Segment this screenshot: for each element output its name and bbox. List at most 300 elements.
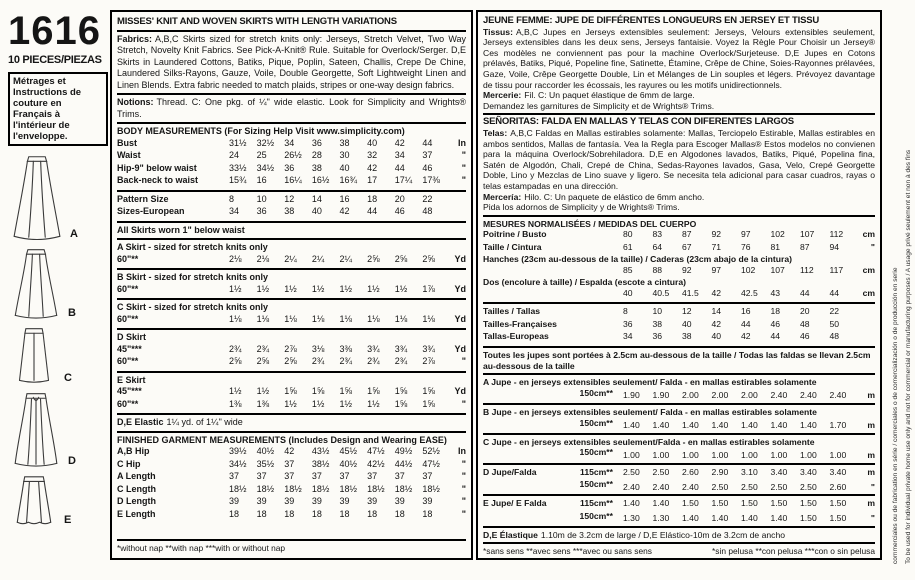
value-cell: 1.00	[770, 449, 788, 460]
value-cell: 18	[770, 306, 781, 317]
value-cell: 39	[394, 496, 405, 506]
value-cell: 49½	[394, 446, 413, 456]
value-cell: 112	[829, 229, 844, 240]
value-cell: 2.50	[711, 481, 729, 492]
value-cell: 17⅜	[422, 175, 440, 185]
french-fabrics-text: A,B,C Jupes en Jerseys extensibles seulement: Jerseys, Velours extensibles seulement, Jerseys extensibles dans les deux sens, Jerseys fantaisie. Voyez la Règle Pour Choisir un Jersey® Ces modèles ne conviennent pas pour la machine Overlock/Surjeteuse. D,E Jupes en Cotons prélavés, Batiks, Piqué, Popeline fine, Satinette, Étamine, Crêpe de Chine, Soies-Rayonnes prélavées, Gaze, Voile, Crêpe Georgette Double, Lin et Mélanges de Lin souples et légers. Prévoyez davantage de tissu pour raccorder les écossais, les rayures ou les motifs unidirectionnels.	[483, 26, 875, 90]
spanish-trims-note: Pida los adornos de Simplicity y de Wrights® Trims.	[483, 202, 680, 213]
value-cell: 36	[623, 318, 633, 329]
value-cell: 1.50	[829, 513, 847, 524]
metric-yardage-section	[483, 373, 875, 526]
value-cell: 117	[829, 264, 844, 275]
value-cell: 40½	[256, 446, 275, 456]
table-divider	[483, 302, 875, 304]
metric-elastic-label: D,E Élastique	[483, 529, 538, 540]
value-cell: 1.40	[623, 420, 640, 431]
row-unit: "	[461, 356, 466, 366]
value-cell: 1.40	[770, 420, 788, 431]
row-unit: "	[870, 481, 875, 492]
value-cell: 8	[229, 193, 235, 204]
value-cell: 3¾	[422, 343, 435, 354]
table-row	[117, 459, 466, 472]
nap-footnote: *without nap **with nap ***with or without nap	[117, 539, 466, 557]
value-cell: 37	[394, 471, 405, 481]
value-cell: 1.00	[741, 449, 758, 460]
row-unit: Yd	[454, 386, 466, 396]
row-unit: "	[461, 150, 466, 160]
value-cell: 2.40	[770, 390, 788, 401]
foreign-panel	[476, 10, 882, 560]
row-values	[229, 138, 450, 150]
value-cell: 18½	[284, 483, 302, 494]
row-values	[623, 265, 859, 276]
body-measurements-section	[117, 122, 466, 221]
row-label: D Jupe/Falda 115cm**	[483, 466, 613, 477]
spanish-title: SEÑORITAS: FALDA EN MALLAS Y TELAS CON DIFERENTES LARGOS	[483, 116, 794, 128]
table-divider	[483, 463, 875, 465]
value-cell: 36	[311, 137, 322, 148]
table-divider	[117, 268, 466, 270]
value-cell: 64	[652, 241, 663, 252]
value-cell: 16½	[311, 175, 330, 185]
value-cell: 1⅛	[284, 313, 297, 324]
value-cell: 2.90	[711, 466, 729, 477]
value-cell: 2¾	[394, 356, 408, 366]
value-cell: 1.50	[800, 513, 817, 524]
english-title: MISSES' KNIT AND WOVEN SKIRTS WITH LENGTH VARIATIONS	[117, 16, 397, 27]
value-cell: 2.00	[741, 390, 758, 401]
value-cell: 18½	[229, 483, 247, 494]
row-unit: In	[458, 446, 466, 456]
row-label: Tailles / Tallas	[483, 306, 540, 317]
value-cell: 87	[682, 229, 692, 240]
table-row	[483, 319, 875, 332]
value-cell: 2¾	[229, 343, 242, 354]
row-values	[623, 331, 859, 342]
value-cell: 44	[422, 137, 433, 148]
value-cell: 52½	[422, 446, 440, 456]
value-cell: 3¾	[394, 343, 408, 354]
value-cell: 1.40	[682, 513, 699, 524]
row-unit: m	[867, 420, 875, 431]
value-cell: 12	[682, 306, 692, 317]
row-values	[229, 206, 450, 218]
elastic-note	[117, 413, 466, 431]
value-cell: 2¼	[339, 253, 353, 264]
row-unit: "	[461, 175, 466, 185]
value-cell: 1.40	[652, 420, 670, 431]
value-cell: 1⅝	[422, 398, 435, 409]
value-cell: 31½	[229, 137, 247, 148]
french-trims-note: Demandez les garnitures de Simplicity et de Wrights® Trims.	[483, 100, 715, 111]
value-cell: 1.00	[623, 449, 640, 460]
value-cell: 1.70	[829, 420, 847, 431]
table-row	[117, 314, 466, 327]
value-cell: 38	[652, 318, 663, 329]
value-cell: 14	[311, 193, 322, 204]
table-row	[483, 498, 875, 511]
value-cell: 1.40	[652, 498, 670, 509]
value-cell: 34	[394, 150, 405, 160]
table-divider	[483, 403, 875, 405]
value-cell: 3¾	[367, 343, 380, 354]
value-cell: 2¾	[311, 356, 325, 366]
value-cell: 85	[623, 264, 633, 275]
value-cell: 1.40	[741, 420, 758, 431]
value-cell: 3.40	[829, 466, 847, 477]
value-cell: 1⅝	[394, 398, 408, 409]
value-cell: 1½	[256, 386, 270, 396]
row-label: 60"**	[117, 398, 139, 409]
value-cell: 1.40	[741, 513, 758, 524]
table-subheading: E Skirt	[117, 374, 146, 385]
row-label: 60"**	[117, 283, 139, 294]
table-divider	[483, 494, 875, 496]
value-cell: 2⅝	[256, 356, 270, 366]
row-unit: "	[461, 508, 466, 519]
value-cell: 44	[367, 206, 378, 216]
row-unit: m	[867, 390, 875, 401]
value-cell: 10	[652, 306, 663, 317]
value-cell: 3⅛	[311, 343, 325, 354]
row-values	[623, 498, 859, 509]
table-row	[483, 447, 875, 460]
table-row	[483, 388, 875, 401]
table-row	[483, 467, 875, 480]
value-cell: 2¾	[339, 356, 353, 366]
row-label: 150cm**	[579, 447, 613, 458]
value-cell: 18	[256, 508, 267, 519]
table-row	[483, 229, 875, 242]
row-unit: In	[458, 137, 466, 148]
finished-measurements-table	[117, 446, 466, 521]
table-subheading: A Skirt - sized for stretch knits only	[117, 242, 268, 252]
value-cell: 1⅜	[256, 398, 270, 409]
value-cell: 76	[741, 241, 751, 252]
table-row	[117, 163, 466, 176]
value-cell: 44	[741, 318, 751, 329]
value-cell: 112	[800, 264, 814, 275]
french-notions	[483, 90, 875, 101]
value-cell: 1.50	[800, 498, 817, 509]
row-label: 45"***	[117, 386, 142, 396]
value-cell: 40	[339, 162, 350, 173]
row-values	[623, 319, 859, 330]
body-measurements-table	[117, 138, 466, 219]
value-cell: 20	[394, 193, 405, 204]
row-unit: "	[461, 162, 466, 173]
table-row	[117, 206, 466, 219]
value-cell: 102	[770, 229, 785, 240]
value-cell: 36	[284, 162, 295, 173]
value-cell: 44	[800, 287, 810, 298]
view-label-d: D	[68, 455, 76, 467]
row-label: 150cm**	[579, 479, 613, 489]
metric-worn-note: Toutes les jupes sont portées à 2.5cm au-dessous de la taille / Todas las faldas se llevan 2.5cm au-dessous de la taille	[483, 346, 875, 373]
row-unit: cm	[862, 287, 875, 298]
row-values	[229, 356, 450, 368]
value-cell: 1⅝	[394, 386, 408, 396]
row-unit: "	[870, 241, 875, 252]
value-cell: 40	[623, 287, 633, 298]
value-cell: 20	[800, 306, 810, 317]
value-cell: 1.00	[652, 449, 670, 460]
value-cell: 1.40	[682, 420, 699, 431]
table-subheading: Hanches (23cm au-dessous de la taille) / Caderas (23cm abajo de la cintura)	[483, 254, 793, 265]
row-values	[623, 420, 859, 431]
row-label: Bust	[117, 137, 137, 148]
row-unit: "	[870, 513, 875, 524]
finished-measurements-section	[117, 431, 466, 524]
value-cell: 28	[311, 150, 322, 160]
value-cell: 47½	[367, 446, 385, 456]
row-label: C Hip	[117, 458, 141, 469]
value-cell: 92	[711, 229, 722, 240]
value-cell: 1.30	[623, 513, 640, 524]
value-cell: 37	[229, 471, 240, 481]
row-unit: m	[867, 466, 875, 477]
value-cell: 36	[256, 206, 267, 216]
value-cell: 2.40	[623, 481, 640, 492]
value-cell: 1⅛	[394, 313, 408, 324]
value-cell: 39	[367, 496, 378, 506]
value-cell: 44	[770, 331, 781, 342]
value-cell: 39	[284, 496, 295, 506]
view-a	[8, 154, 108, 240]
value-cell: 1.40	[800, 420, 817, 431]
view-label-c: C	[64, 372, 72, 384]
value-cell: 1.00	[829, 449, 847, 460]
value-cell: 33½	[229, 162, 247, 173]
value-cell: 2.40	[800, 390, 817, 401]
table-row	[117, 150, 466, 163]
table-row	[117, 484, 466, 497]
metric-body-section	[483, 215, 875, 346]
table-row	[117, 138, 466, 151]
metric-yardage-table	[483, 377, 875, 524]
table-row	[117, 194, 466, 207]
value-cell: 2⅛	[229, 253, 242, 264]
value-cell: 16	[741, 306, 751, 317]
view-sketches	[8, 154, 108, 526]
notions-text: Thread. C: One pkg. of ¼" wide elastic. Look for Simplicity and Wrights® Trims.	[117, 97, 466, 119]
value-cell: 1.50	[829, 498, 847, 509]
value-cell: 2¾	[256, 343, 270, 354]
value-cell: 87	[800, 241, 810, 252]
value-cell: 42	[741, 331, 751, 342]
table-row	[117, 175, 466, 188]
value-cell: 39½	[229, 446, 247, 456]
value-cell: 10	[256, 193, 267, 204]
value-cell: 61	[623, 241, 633, 252]
value-cell: 18	[394, 508, 405, 519]
value-cell: 44	[829, 287, 840, 298]
value-cell: 97	[741, 229, 751, 240]
value-cell: 1.50	[770, 498, 788, 509]
value-cell: 48	[422, 206, 433, 216]
row-label: Sizes-European	[117, 206, 185, 216]
row-unit: "	[461, 458, 466, 469]
row-label: Back-neck to waist	[117, 175, 199, 185]
worn-note: All Skirts worn 1" below waist	[117, 221, 466, 239]
value-cell: 1.40	[623, 498, 640, 509]
value-cell: 39	[422, 496, 433, 506]
view-e	[8, 474, 108, 526]
english-panel	[110, 10, 473, 560]
row-label: 45"***	[117, 343, 142, 354]
row-values	[623, 450, 859, 461]
value-cell: 37	[339, 471, 350, 481]
notions-section	[117, 93, 466, 122]
pieces-count: 10 PIECES/PIEZAS	[8, 54, 102, 66]
row-unit: m	[867, 449, 875, 460]
row-values	[229, 254, 450, 266]
row-values	[229, 314, 450, 326]
side-fine-print-line-1: To be used for individual private home use only and not for commercial or manufacturing purposes / A usage privé seulement et non à des fins	[905, 149, 912, 564]
value-cell: 46	[394, 206, 405, 216]
value-cell: 42	[394, 137, 405, 148]
value-cell: 107	[800, 229, 815, 240]
view-label-b: B	[68, 307, 76, 319]
value-cell: 83	[652, 229, 663, 240]
fabrics-section	[117, 30, 466, 94]
row-unit: cm	[862, 264, 875, 275]
value-cell: 102	[741, 264, 756, 275]
row-unit: cm	[862, 229, 875, 240]
spanish-notions-text: Hilo. C: Un paquete de elástico de 6mm ancho.	[524, 191, 705, 202]
value-cell: 1½	[229, 283, 242, 294]
value-cell: 38	[339, 137, 350, 148]
row-label: E Jupe/ E Falda 115cm**	[483, 498, 613, 509]
row-unit: "	[461, 471, 466, 481]
value-cell: 44	[394, 162, 405, 173]
table-row	[483, 265, 875, 278]
value-cell: 41.5	[682, 287, 699, 298]
value-cell: 18	[422, 508, 433, 519]
value-cell: 71	[711, 241, 722, 252]
value-cell: 1⅛	[229, 313, 242, 324]
value-cell: 38½	[311, 458, 330, 469]
side-fine-print-line-2: commerciales ou de fabrication en série / comerciales o de comercialización o de producción en serie	[892, 267, 899, 564]
value-cell: 1½	[229, 386, 242, 396]
value-cell: 1⅛	[422, 313, 435, 324]
row-values	[229, 150, 450, 162]
row-values	[623, 306, 859, 317]
value-cell: 2.60	[829, 481, 847, 492]
value-cell: 1.50	[741, 498, 758, 509]
value-cell: 38	[311, 162, 322, 173]
view-b	[8, 247, 108, 319]
value-cell: 1.00	[800, 449, 817, 460]
value-cell: 80	[623, 229, 633, 240]
table-row	[483, 331, 875, 344]
value-cell: 18½	[394, 483, 413, 494]
table-row	[483, 511, 875, 524]
row-label: C Length	[117, 483, 156, 494]
table-row	[117, 446, 466, 459]
table-subheading: C Skirt - sized for stretch knits only	[117, 302, 269, 312]
table-row	[483, 288, 875, 301]
value-cell: 40	[682, 318, 692, 329]
row-label: Taille / Cintura	[483, 241, 542, 252]
value-cell: 38	[682, 331, 692, 342]
row-values	[623, 242, 859, 253]
table-divider	[117, 298, 466, 300]
elastic-label: D,E Elastic	[117, 417, 164, 427]
value-cell: 1½	[284, 283, 297, 294]
value-cell: 1½	[339, 398, 353, 409]
table-row	[117, 344, 466, 357]
value-cell: 37	[284, 458, 295, 469]
value-cell: 1.90	[652, 390, 670, 401]
row-label: D Length	[117, 496, 156, 506]
row-label: Waist	[117, 150, 141, 160]
metric-elastic-text: 1.10m de 3.2cm de large / D,E Elástico-10m de 3.2cm de ancho	[540, 529, 786, 540]
value-cell: 18	[367, 193, 378, 204]
table-divider	[117, 328, 466, 330]
value-cell: 35½	[256, 458, 275, 469]
row-values	[229, 509, 450, 521]
value-cell: 2⅝	[394, 253, 408, 264]
value-cell: 16¾	[339, 175, 358, 185]
elastic-text: 1¼ yd. of 1¼" wide	[166, 417, 243, 427]
table-row	[117, 509, 466, 522]
view-d	[8, 391, 108, 467]
value-cell: 88	[652, 264, 663, 275]
value-cell: 22	[829, 306, 840, 317]
table-row	[117, 356, 466, 369]
value-cell: 18½	[339, 483, 358, 494]
value-cell: 2⅛	[256, 253, 270, 264]
row-values	[229, 344, 450, 356]
value-cell: 38	[284, 206, 295, 216]
spanish-fabrics	[483, 128, 875, 192]
value-cell: 3.40	[800, 466, 817, 477]
value-cell: 1⅞	[422, 283, 435, 294]
table-divider	[483, 433, 875, 435]
row-label: 60"**	[117, 253, 139, 264]
value-cell: 43	[770, 287, 781, 298]
value-cell: 1.00	[711, 449, 729, 460]
value-cell: 1.50	[682, 498, 699, 509]
value-cell: 1½	[367, 398, 380, 409]
value-cell: 40.5	[652, 287, 670, 298]
row-label: Hip-9" below waist	[117, 162, 197, 173]
value-cell: 39	[311, 496, 322, 506]
table-row	[117, 284, 466, 297]
row-values	[229, 484, 450, 496]
value-cell: 46	[422, 162, 433, 173]
value-cell: 18	[284, 508, 295, 519]
row-values	[229, 496, 450, 508]
table-row	[483, 242, 875, 255]
row-unit: Yd	[454, 343, 466, 354]
value-cell: 2.50	[800, 481, 817, 492]
row-values	[229, 446, 450, 458]
value-cell: 40½	[339, 458, 358, 469]
spanish-notions-label: Mercería:	[483, 191, 522, 202]
skirt-sketch-d	[8, 391, 64, 467]
row-values	[623, 288, 859, 299]
metric-body-heading: MESURES NORMALISÉES / MEDIDAS DEL CUERPO	[483, 218, 697, 229]
value-cell: 1½	[256, 283, 270, 294]
value-cell: 2.50	[652, 466, 670, 477]
value-cell: 2.40	[829, 390, 847, 401]
row-values	[623, 467, 859, 478]
value-cell: 37	[422, 150, 433, 160]
value-cell: 39	[229, 496, 240, 506]
yardage-section	[117, 238, 466, 413]
